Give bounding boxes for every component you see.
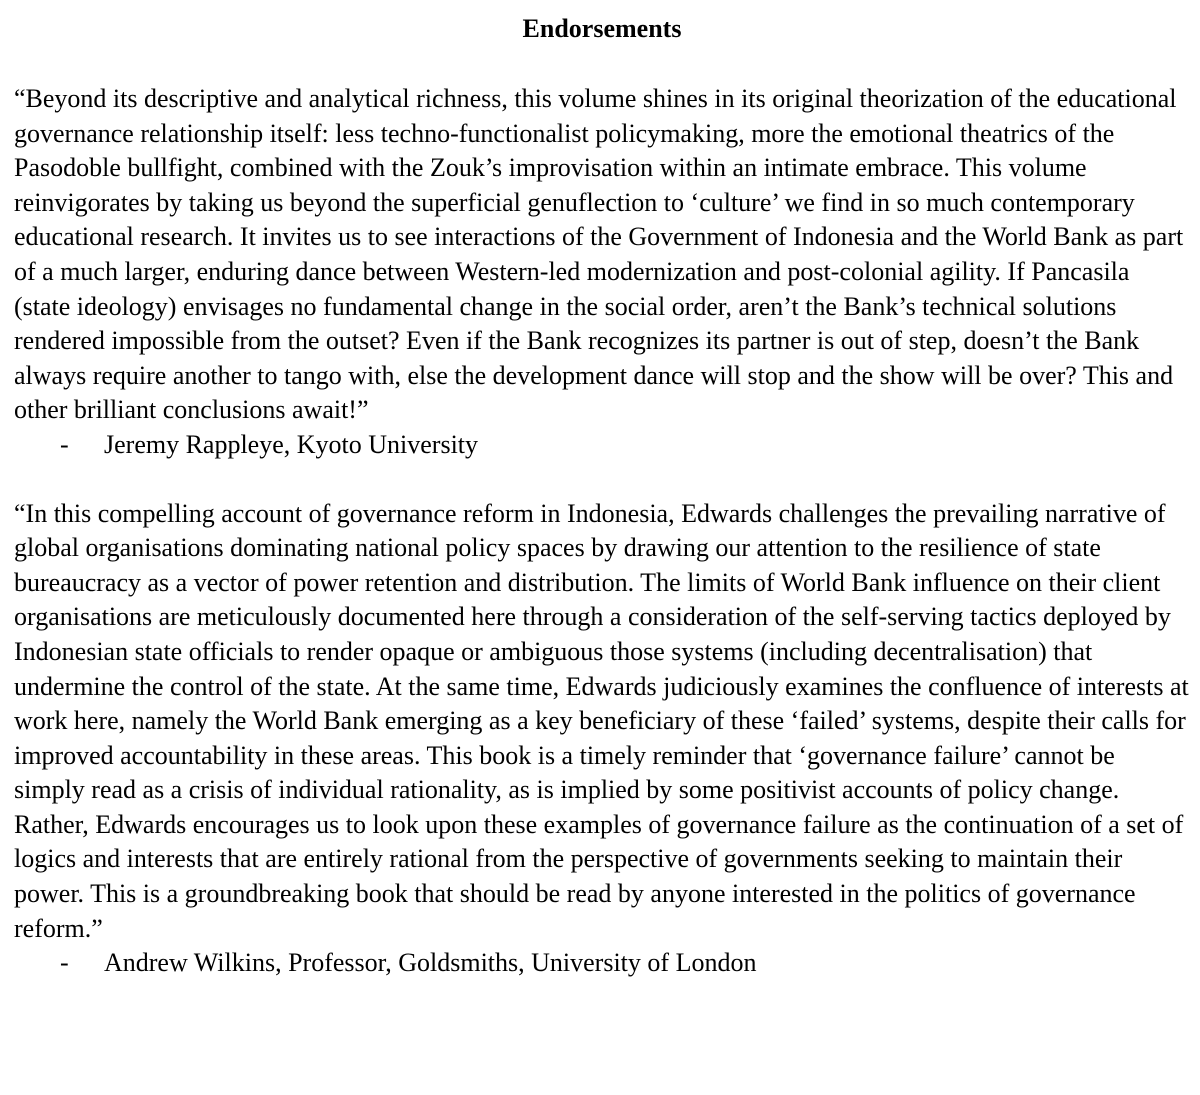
endorsement-attribution — [14, 428, 1190, 463]
endorsement-1 — [14, 82, 1190, 463]
attribution-text: Jeremy Rappleye, Kyoto University — [104, 429, 479, 459]
endorsement-quote: “In this compelling account of governance reform in Indonesia, Edwards challenges the prevailing narrative of global organisations dominating national policy spaces by drawing our attention to the resilience of state bureaucracy as a vector of power retention and distribution. The limits of World Bank influence on their client organisations are meticulously documented here through a consideration of the self-serving tactics deployed by Indonesian state officials to render opaque or ambiguous those systems (including decentralisation) that undermine the control of the state. At the same time, Edwards judiciously examines the confluence of interests at work here, namely the World Bank emerging as a key beneficiary of these ‘failed’ systems, despite their calls for improved accountability in these areas. This book is a timely reminder that ‘governance failure’ cannot be simply read as a crisis of individual rationality, as is implied by some positivist accounts of policy change. Rather, Edwards encourages us to look upon these examples of governance failure as the continuation of a set of logics and interests that are entirely rational from the perspective of governments seeking to maintain their power. This is a groundbreaking book that should be read by anyone interested in the politics of governance reform.” — [14, 498, 1189, 943]
attribution-dash: - — [60, 429, 69, 459]
endorsement-attribution — [14, 946, 1190, 981]
endorsement-2 — [14, 497, 1190, 981]
attribution-text: Andrew Wilkins, Professor, Goldsmiths, University of London — [104, 948, 757, 978]
page-title: Endorsements — [522, 14, 682, 43]
endorsement-quote: “Beyond its descriptive and analytical richness, this volume shines in its original theorization of the educational governance relationship itself: less techno-functionalist policymaking, more the emotional theatrics of the Pasodoble bullfight, combined with the Zouk’s improvisation within an intimate embrace. This volume reinvigorates by taking us beyond the superficial genuflection to ‘culture’ we find in so much contemporary educational research. It invites us to see interactions of the Government of Indonesia and the World Bank as part of a much larger, enduring dance between Western-led modernization and post-colonial agility. If Pancasila (state ideology) envisages no fundamental change in the social order, aren’t the Bank’s technical solutions rendered impossible from the outset? Even if the Bank recognizes its partner is out of step, doesn’t the Bank always require another to tango with, else the development dance will stop and the show will be over? This and other brilliant conclusions await!” — [14, 84, 1184, 425]
section-spacer — [14, 463, 1190, 497]
attribution-dash: - — [60, 948, 69, 978]
